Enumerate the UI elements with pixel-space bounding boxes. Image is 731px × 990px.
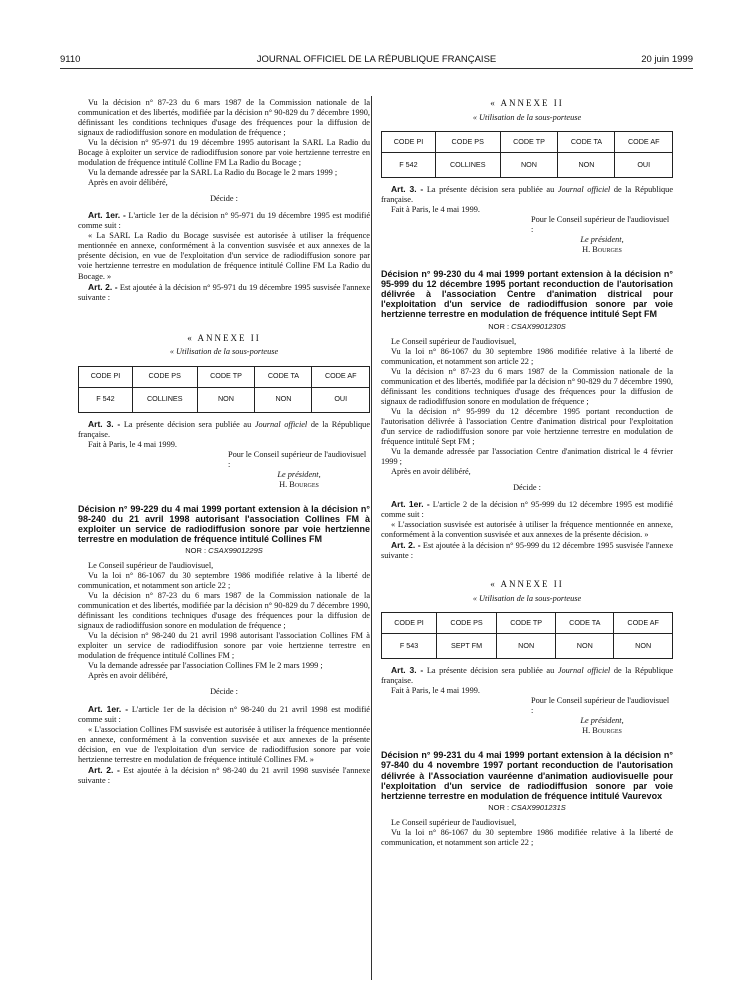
article-2: Art. 2. - Est ajoutée à la décision n° 95-971 du 19 décembre 1995 susvisée l'annexe suivante :: [78, 281, 371, 302]
decide-heading: Décide :: [513, 483, 541, 493]
date-line: Fait à Paris, le 4 mai 1999.: [88, 439, 177, 449]
column-header: CODE PI: [79, 366, 133, 387]
paragraph: Après en avoir délibéré,: [88, 178, 168, 188]
paragraph: Vu la demande adressée par l'association Collines FM le 2 mars 1999 ;: [88, 661, 323, 671]
table-cell: NON: [614, 634, 673, 659]
paragraph: Vu la décision n° 95-999 du 12 décembre 1995 portant reconduction de l'autorisation délivrée à l'association Centre d'animation districal pour l'exploitation d'un service de radiodiffusion sonore par voie hertzienne terrestre en modulation de fréquence intitulé Sept FM ;: [381, 406, 673, 446]
paragraph: Après en avoir délibéré,: [391, 466, 471, 476]
column-header: CODE PS: [435, 131, 500, 152]
header-rule: [60, 68, 693, 69]
signature-block: Pour le Conseil supérieur de l'audiovisuel : Le président, H. Bourges: [228, 449, 367, 489]
table-cell: F 543: [382, 634, 437, 659]
article-2: Art. 2. - Est ajoutée à la décision n° 98-240 du 21 avril 1998 susvisée l'annexe suivante :: [78, 764, 371, 785]
column-header: CODE PI: [382, 613, 437, 634]
decision-title: Décision n° 99-231 du 4 mai 1999 portant extension à la décision n° 97-840 du 4 novembre 1997 portant reconduction de l'autorisation délivrée à l'Association vauréenne d'animation audiovisuelle pour l'exploitation d'un service de radiodiffusion sonore par voie hertzienne terrestre en modulation de fréquence intitulé Vaurevox: [381, 750, 673, 801]
paragraph: Vu la décision n° 87-23 du 6 mars 1987 de la Commission nationale de la communication et des libertés, modifiée par la décision n° 90-829 du 7 décembre 1990, définissant les conditions techniques d'usage des fréquences pour la diffusion de signaux de radiodiffusion sonore en modulation de fréquence ;: [78, 98, 370, 138]
paragraph: Le Conseil supérieur de l'audiovisuel,: [391, 336, 517, 346]
quoted-text: « L'association Collines FM susvisée est autorisée à utiliser la fréquence mentionnée en annexe, conformément à la convention susvisée et aux annexes de la présente décision, en vue de l'exploitation d'un service de radiodiffusion sonore par voie hertzienne terrestre en modulation de fréquence intitulé Collines FM. »: [78, 724, 370, 764]
table-cell: COLLINES: [132, 387, 197, 412]
annexe-heading: « ANNEXE II: [490, 579, 564, 590]
nor-reference: NOR : CSAX9901231S: [488, 802, 566, 812]
right-column: [381, 98, 673, 848]
table-row: [382, 634, 673, 659]
annexe-heading: « ANNEXE II: [187, 332, 261, 343]
annexe-subtitle: « Utilisation de la sous-porteuse: [169, 347, 279, 357]
quoted-text: « La SARL La Radio du Bocage susvisée est autorisée à utiliser la fréquence mentionnée en annexe, conformément à la convention susvisée et aux annexes de la présente décision, en vue de l'exploitation d'un service de radiodiffusion sonore par voie hertzienne terrestre en modulation de fréquence intitulé Colline FM La Radio du Bocage. »: [78, 231, 370, 281]
article-1: Art. 1er. - L'article 1er de la décision n° 95-971 du 19 décembre 1995 est modifié comme suit :: [78, 210, 371, 231]
running-header: [60, 54, 693, 68]
table-cell: NON: [556, 634, 614, 659]
annexe-table: [78, 366, 370, 413]
paragraph: Vu la décision n° 87-23 du 6 mars 1987 de la Commission nationale de la communication et des libertés, modifiée par la décision n° 90-829 du 7 décembre 1990, définissant les conditions techniques d'usage des fréquences pour la diffusion de signaux de radiodiffusion sonore en modulation de fréquence ;: [78, 591, 370, 631]
decision-title: Décision n° 99-230 du 4 mai 1999 portant extension à la décision n° 95-999 du 12 décembre 1995 portant reconduction de l'autorisation délivrée à l'association Centre d'animation districal pour l'exploitation d'un service de radiodiffusion sonore par voie hertzienne terrestre en modulation de fréquence intitulé Sept FM: [381, 269, 673, 320]
article-label: Art. 2. -: [88, 281, 118, 292]
table-cell: OUI: [615, 152, 673, 177]
column-header: CODE TA: [556, 613, 614, 634]
article-1: Art. 1er. - L'article 1er de la décision n° 98-240 du 21 avril 1998 est modifié comme suit :: [78, 703, 370, 724]
table-cell: NON: [500, 152, 558, 177]
quoted-text: « L'association susvisée est autorisée à utiliser la fréquence mentionnée en annexe, conformément à la convention susvisée et aux annexes de la présente décision. »: [381, 520, 673, 540]
nor-reference: NOR : CSAX9901229S: [185, 546, 263, 556]
nor-reference: NOR : CSAX9901230S: [488, 321, 566, 331]
date-line: Fait à Paris, le 4 mai 1999.: [391, 686, 480, 696]
decide-heading: Décide :: [210, 194, 238, 204]
column-header: CODE TP: [197, 366, 255, 387]
article-3: Art. 3. - La présente décision sera publiée au Journal officiel de la République française.: [78, 418, 370, 439]
column-header: CODE PS: [132, 366, 197, 387]
annexe-table: [381, 612, 673, 659]
article-2: Art. 2. - Est ajoutée à la décision n° 95-999 du 12 décembre 1995 susvisée l'annexe suivante :: [381, 540, 674, 561]
article-3: Art. 3. - La présente décision sera publiée au Journal officiel de la République française.: [381, 665, 673, 686]
decide-heading: Décide :: [210, 687, 238, 697]
annexe-table: [381, 131, 673, 178]
article-1: Art. 1er. - L'article 2 de la décision n° 95-999 du 12 décembre 1995 est modifié comme suit :: [381, 499, 673, 520]
table-cell: F 542: [79, 387, 133, 412]
column-header: CODE TA: [558, 131, 615, 152]
table-row: [79, 387, 370, 412]
column-header: CODE TA: [255, 366, 312, 387]
paragraph: Vu la demande adressée par l'association Centre d'animation districal le 4 février 1999 ;: [381, 446, 673, 466]
date-line: Fait à Paris, le 4 mai 1999.: [391, 204, 480, 214]
column-header: CODE PI: [382, 131, 436, 152]
column-header: CODE AF: [312, 366, 370, 387]
annexe-heading: « ANNEXE II: [490, 98, 564, 108]
paragraph: Vu la loi n° 86-1067 du 30 septembre 1986 modifiée relative à la liberté de communication, et notamment son article 22 ;: [381, 827, 673, 847]
issue-date: 20 juin 1999: [641, 54, 693, 65]
paragraph: Vu la décision n° 95-971 du 19 décembre 1995 autorisant la SARL La Radio du Bocage à exploiter un service de radiodiffusion sonore par voie hertzienne terrestre en modulation de fréquence intitulé Colline FM La Radio du Bocage ;: [78, 138, 370, 168]
paragraph: Vu la décision n° 98-240 du 21 avril 1998 autorisant l'association Collines FM à exploiter un service de radiodiffusion sonore par voie hertzienne terrestre en modulation de fréquence intitulé Collines FM ;: [78, 631, 370, 661]
article-label: Art. 1er. -: [88, 210, 126, 221]
table-cell: NON: [497, 634, 556, 659]
table-cell: COLLINES: [435, 152, 500, 177]
article-label: Art. 3. -: [88, 418, 121, 429]
column-header: CODE AF: [614, 613, 673, 634]
table-cell: NON: [558, 152, 615, 177]
column-divider: [371, 96, 372, 980]
table-cell: NON: [197, 387, 255, 412]
decision-title: Décision n° 99-229 du 4 mai 1999 portant extension à la décision n° 98-240 du 21 avril 1998 autorisant l'association Collines FM à exploiter un service de radiodiffusion sonore par voie hertzienne terrestre en modulation de fréquence intitulé Collines FM: [78, 503, 370, 544]
table-cell: NON: [255, 387, 312, 412]
table-cell: F 542: [382, 152, 436, 177]
paragraph: Vu la décision n° 87-23 du 6 mars 1987 de la Commission nationale de la communication et des libertés, modifiée par la décision n° 90-829 du 7 décembre 1990, définissant les conditions techniques d'usage des fréquences pour la diffusion de signaux de radiodiffusion sonore en modulation de fréquence ;: [381, 366, 673, 406]
annexe-subtitle: « Utilisation de la sous-porteuse: [472, 594, 582, 604]
column-header: CODE AF: [615, 131, 673, 152]
paragraph: Vu la demande adressée par la SARL La Radio du Bocage le 2 mars 1999 ;: [88, 168, 338, 178]
paragraph: Le Conseil supérieur de l'audiovisuel,: [88, 561, 214, 571]
column-header: CODE PS: [437, 613, 497, 634]
journal-title: JOURNAL OFFICIEL DE LA RÉPUBLIQUE FRANÇAISE: [256, 54, 497, 65]
annexe-subtitle: « Utilisation de la sous-porteuse: [472, 112, 582, 122]
left-column: [78, 98, 370, 786]
paragraph: Vu la loi n° 86-1067 du 30 septembre 1986 modifiée relative à la liberté de communication, et notamment son article 22 ;: [381, 346, 673, 366]
signature-block: Pour le Conseil supérieur de l'audiovisuel : Le président, H. Bourges: [531, 696, 670, 736]
column-header: CODE TP: [500, 131, 558, 152]
table-row: [382, 152, 673, 177]
paragraph: Le Conseil supérieur de l'audiovisuel,: [391, 817, 517, 827]
paragraph: Après en avoir délibéré,: [88, 671, 168, 681]
table-cell: SEPT FM: [437, 634, 497, 659]
table-cell: OUI: [312, 387, 370, 412]
paragraph: Vu la loi n° 86-1067 du 30 septembre 1986 modifiée relative à la liberté de communication, et notamment son article 22 ;: [78, 571, 370, 591]
column-header: CODE TP: [497, 613, 556, 634]
signature-block: Pour le Conseil supérieur de l'audiovisuel : Le président, H. Bourges: [531, 215, 670, 255]
article-3: Art. 3. - La présente décision sera publiée au Journal officiel de la République française.: [381, 183, 673, 204]
page-number: 9110: [60, 54, 81, 65]
